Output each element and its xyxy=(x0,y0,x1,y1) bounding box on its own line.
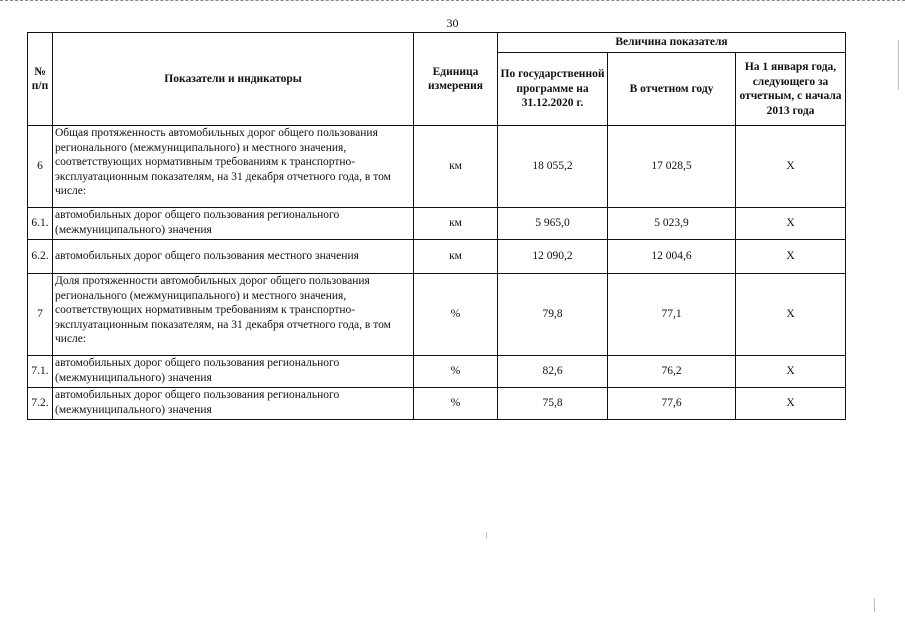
row-unit: % xyxy=(414,356,498,388)
header-reporting-year: В отчетном году xyxy=(608,53,736,126)
header-indicator: Показатели и индикаторы xyxy=(53,33,414,126)
row-reporting-value: 77,6 xyxy=(608,388,736,420)
row-unit: км xyxy=(414,126,498,208)
row-indicator: автомобильных дорог общего пользования местного значения xyxy=(53,240,414,274)
scan-artifact xyxy=(898,40,899,90)
row-program-value: 5 965,0 xyxy=(498,208,608,240)
header-program: По государственной программе на 31.12.2020 г. xyxy=(498,53,608,126)
row-next-value: Х xyxy=(736,126,846,208)
scan-artifact xyxy=(486,532,487,538)
table-row xyxy=(28,388,846,420)
row-next-value: Х xyxy=(736,356,846,388)
row-program-value: 82,6 xyxy=(498,356,608,388)
row-number: 7.2. xyxy=(28,388,53,420)
row-number: 7.1. xyxy=(28,356,53,388)
row-number: 6.1. xyxy=(28,208,53,240)
header-next-year: На 1 января года, следующего за отчетным, с начала 2013 года xyxy=(736,53,846,126)
row-program-value: 79,8 xyxy=(498,274,608,356)
page-number: 30 xyxy=(446,16,459,30)
row-unit: % xyxy=(414,274,498,356)
row-indicator: автомобильных дорог общего пользования регионального (межмуниципального) значения xyxy=(53,388,414,420)
header-value-group: Величина показателя xyxy=(498,33,846,53)
row-unit: % xyxy=(414,388,498,420)
table-row xyxy=(28,208,846,240)
header-unit: Единица измерения xyxy=(414,33,498,126)
row-unit: км xyxy=(414,208,498,240)
row-number: 6 xyxy=(28,126,53,208)
row-reporting-value: 12 004,6 xyxy=(608,240,736,274)
indicators-table xyxy=(27,32,846,420)
row-number: 7 xyxy=(28,274,53,356)
table-row xyxy=(28,274,846,356)
scan-artifact xyxy=(874,598,875,612)
row-next-value: Х xyxy=(736,274,846,356)
row-indicator: Доля протяженности автомобильных дорог общего пользования регионального (межмуниципального) и местного значения, соответствующих нормативным требованиям к транспортно-эксплуатационным показателям, на 31 декабря отчетного года, в том числе: xyxy=(53,274,414,356)
row-next-value: Х xyxy=(736,208,846,240)
table-row xyxy=(28,356,846,388)
row-reporting-value: 76,2 xyxy=(608,356,736,388)
row-indicator: автомобильных дорог общего пользования регионального (межмуниципального) значения xyxy=(53,356,414,388)
scan-edge xyxy=(0,0,905,3)
row-indicator: Общая протяженность автомобильных дорог общего пользования регионального (межмуниципального) и местного значения, соответствующих нормативным требованиям к транспортно-эксплуатационным показателям, на 31 декабря отчетного года, в том числе: xyxy=(53,126,414,208)
row-unit: км xyxy=(414,240,498,274)
table-row xyxy=(28,240,846,274)
row-reporting-value: 17 028,5 xyxy=(608,126,736,208)
row-reporting-value: 77,1 xyxy=(608,274,736,356)
row-program-value: 75,8 xyxy=(498,388,608,420)
row-number: 6.2. xyxy=(28,240,53,274)
row-program-value: 18 055,2 xyxy=(498,126,608,208)
row-next-value: Х xyxy=(736,240,846,274)
row-program-value: 12 090,2 xyxy=(498,240,608,274)
row-reporting-value: 5 023,9 xyxy=(608,208,736,240)
table-row xyxy=(28,126,846,208)
header-num: № п/п xyxy=(28,33,53,126)
row-next-value: Х xyxy=(736,388,846,420)
row-indicator: автомобильных дорог общего пользования регионального (межмуниципального) значения xyxy=(53,208,414,240)
